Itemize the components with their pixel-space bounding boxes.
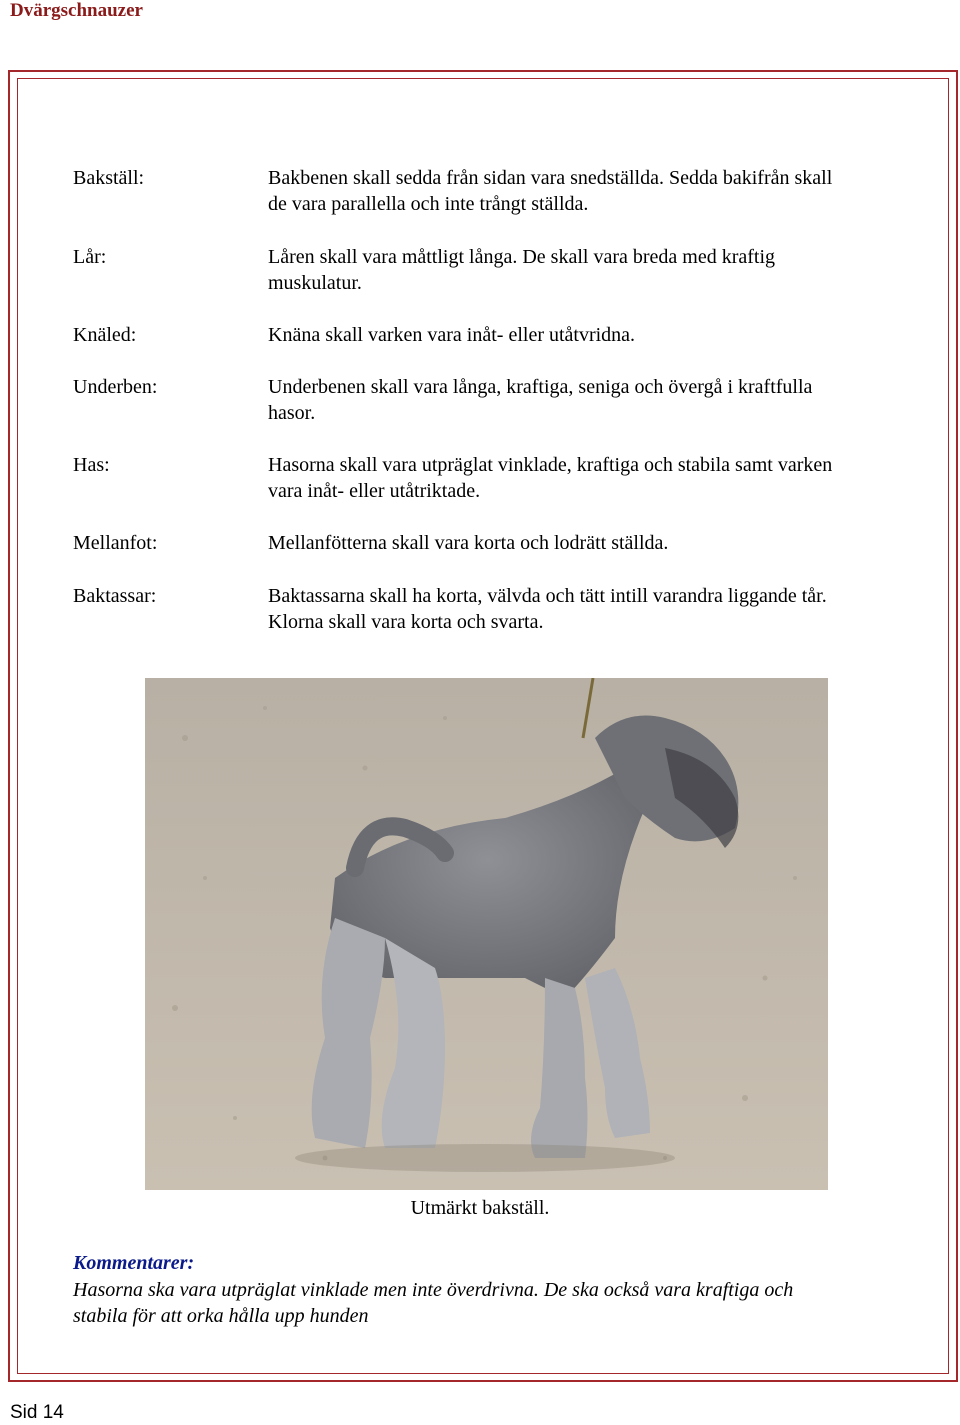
definition-line: vara inåt- eller utåtriktade.: [268, 480, 481, 502]
term-bakstall: Bakställ:: [73, 167, 145, 189]
definition-line: Bakbenen skall sedda från sidan vara snedställda. Sedda bakifrån skall: [268, 167, 833, 189]
term-baktassar: Baktassar:: [73, 585, 157, 607]
term-has: Has:: [73, 454, 110, 476]
document-title: Dvärgschnauzer: [10, 0, 143, 21]
definition-underben: [268, 374, 908, 426]
definition-bakstall: [268, 165, 908, 217]
term-underben: Underben:: [73, 376, 158, 398]
photo-caption: Utmärkt bakställ.: [410, 1197, 550, 1219]
definition-line: Underbenen skall vara långa, kraftiga, seniga och övergå i kraftfulla: [268, 376, 813, 398]
definition-line: Klorna skall vara korta och svarta.: [268, 611, 544, 633]
comments-body: [73, 1277, 893, 1329]
definition-line: Baktassarna skall ha korta, välvda och tätt intill varandra liggande tår.: [268, 585, 827, 607]
definition-baktassar: [268, 583, 908, 635]
definition-line: Mellanfötterna skall vara korta och lodrätt ställda.: [268, 532, 669, 554]
definition-line: muskulatur.: [268, 272, 362, 294]
comment-line: stabila för att orka hålla upp hunden: [73, 1305, 369, 1327]
definition-knaled: [268, 322, 908, 348]
dog-photo: [145, 678, 828, 1190]
definition-line: Låren skall vara måttligt långa. De skall vara breda med kraftig: [268, 246, 776, 268]
definition-has: [268, 452, 908, 504]
comments-heading: Kommentarer:: [73, 1252, 195, 1274]
definition-line: hasor.: [268, 402, 316, 424]
definition-line: de vara parallella och inte trångt ställda.: [268, 193, 589, 215]
definition-line: Knäna skall varken vara inåt- eller utåtvridna.: [268, 324, 636, 346]
definition-line: Hasorna skall vara utpräglat vinklade, kraftiga och stabila samt varken: [268, 454, 833, 476]
definition-mellanfot: [268, 530, 908, 556]
definition-lar: [268, 244, 908, 296]
page-number: Sid 14: [10, 1402, 64, 1423]
comment-line: Hasorna ska vara utpräglat vinklade men inte överdrivna. De ska också vara kraftiga och: [73, 1279, 794, 1301]
term-mellanfot: Mellanfot:: [73, 532, 158, 554]
term-knaled: Knäled:: [73, 324, 137, 346]
term-lar: Lår:: [73, 246, 107, 268]
